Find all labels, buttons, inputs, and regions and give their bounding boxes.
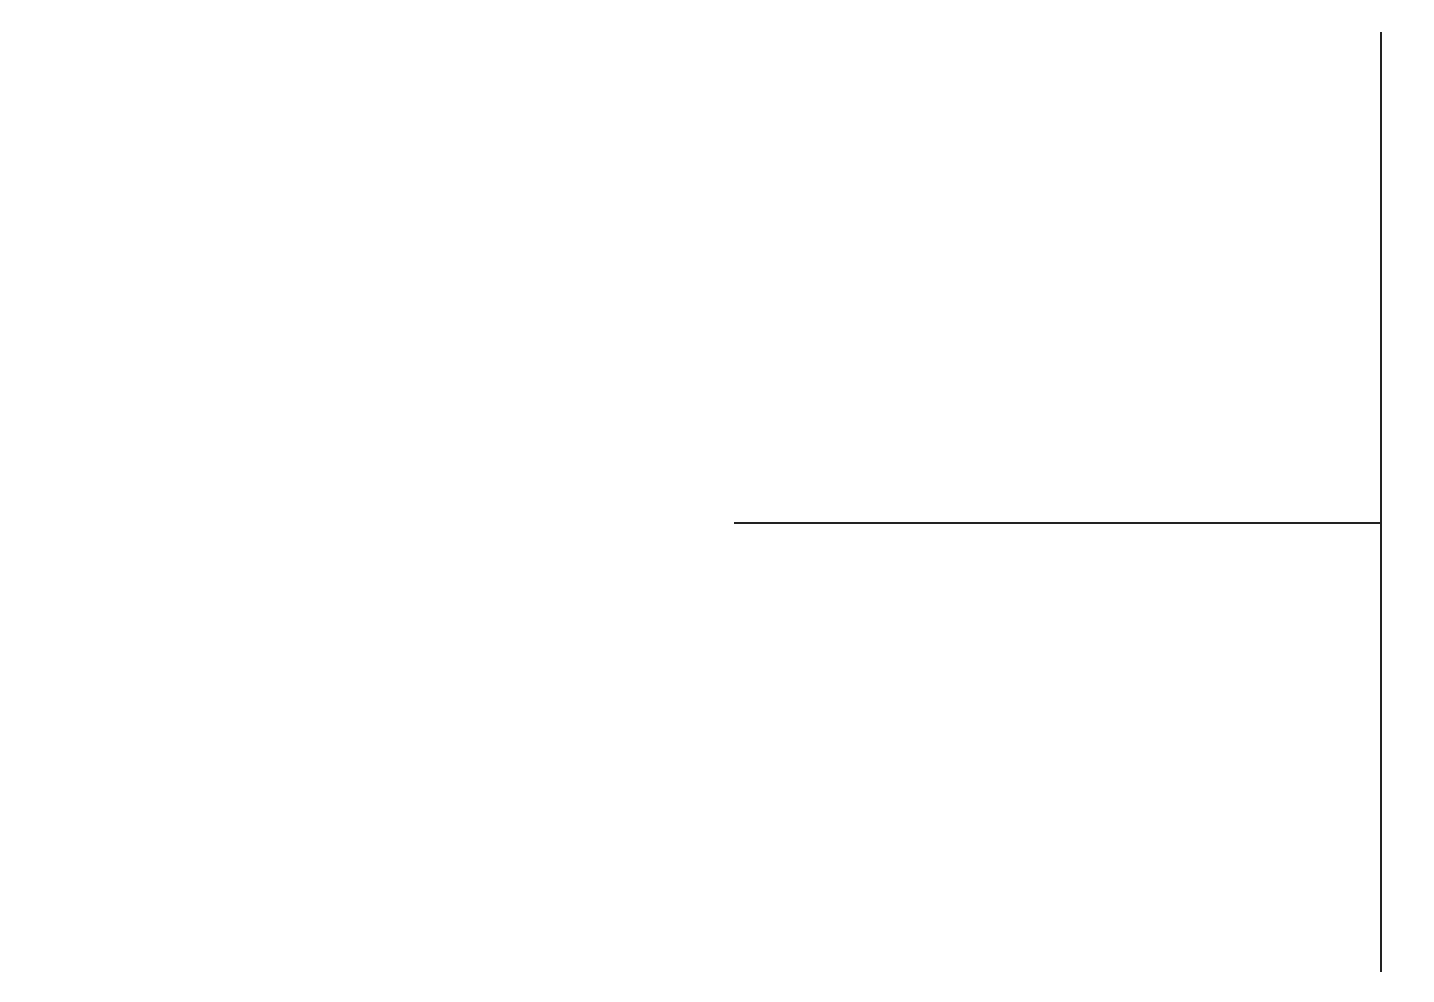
column-divider: [734, 522, 1380, 524]
rotated-page: [62, 22, 1402, 982]
running-header: [1384, 32, 1400, 972]
paragraph: [512, 42, 722, 512]
right-column: [132, 532, 1372, 1002]
header-rule: [1380, 32, 1382, 972]
margin-marker: [1362, 50, 1376, 74]
paragraph: [962, 42, 1132, 512]
paragraph: [892, 532, 1122, 992]
paragraph: [132, 42, 272, 512]
funding-notice: [2, 8, 14, 968]
paragraph: [282, 42, 502, 512]
margin-marker: [690, 952, 704, 976]
paragraph: [1262, 42, 1372, 512]
paragraph: [732, 42, 952, 512]
margin-marker: [1362, 952, 1376, 976]
margin-marker: [690, 50, 704, 74]
left-column: [132, 42, 1372, 512]
paragraph: [432, 532, 662, 992]
paragraph: [1142, 42, 1252, 512]
paragraph: [1132, 532, 1372, 992]
paragraph: [672, 532, 882, 992]
paragraph: [132, 532, 422, 992]
